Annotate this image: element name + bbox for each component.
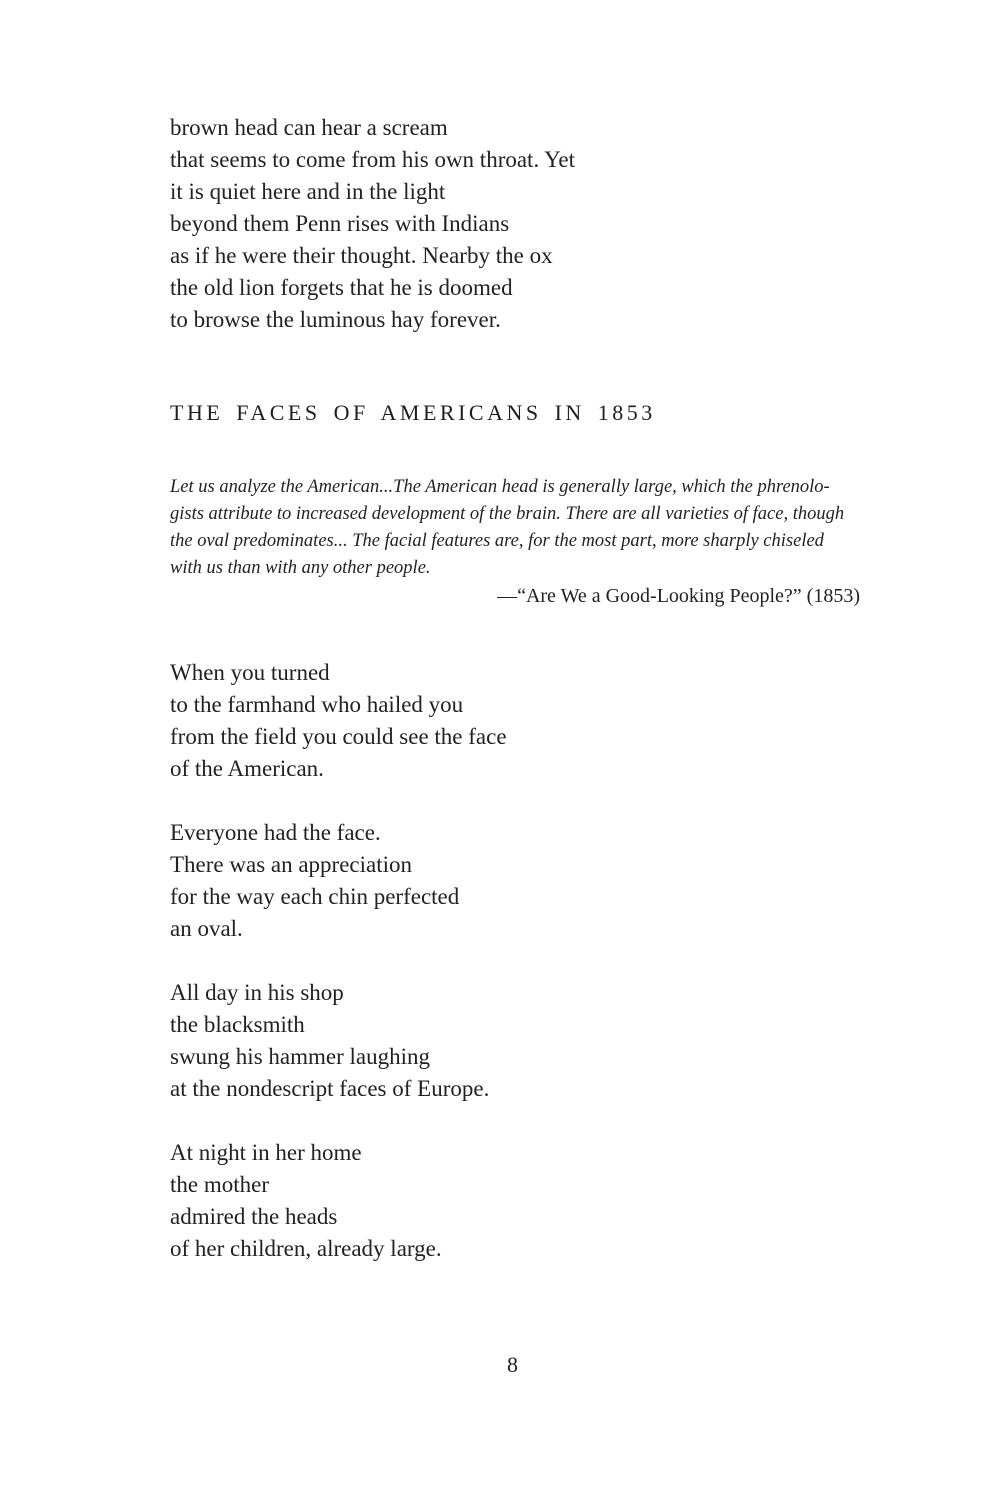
poem-line: There was an appreciation <box>170 852 413 877</box>
stanza <box>170 977 855 1105</box>
poem-line: When you turned <box>170 660 330 685</box>
epigraph-line: gists attribute to increased development of the brain. There are all varieties of face, though <box>170 504 845 524</box>
poem-line: of her children, already large. <box>170 1236 442 1261</box>
poem-line: of the American. <box>170 756 324 781</box>
poem-line: brown head can hear a scream <box>170 115 448 140</box>
page-number: 8 <box>507 1352 518 1377</box>
stanza <box>170 1137 855 1265</box>
epigraph-attribution: —“Are We a Good-Looking People?” (1853) <box>497 585 860 607</box>
poem-line: At night in her home <box>170 1140 362 1165</box>
stanza <box>170 817 855 945</box>
poem-title: THE FACES OF AMERICANS IN 1853 <box>170 400 656 425</box>
poem-line: swung his hammer laughing <box>170 1044 430 1069</box>
poem-line: an oval. <box>170 916 243 941</box>
poem-line: it is quiet here and in the light <box>170 179 446 204</box>
poem-line: the mother <box>170 1172 269 1197</box>
poem-line: from the field you could see the face <box>170 724 507 749</box>
continued-poem <box>170 112 855 336</box>
epigraph-line: Let us analyze the American...The American head is generally large, which the phrenolo- <box>170 477 830 497</box>
poem-line: admired the heads <box>170 1204 338 1229</box>
poem-line: All day in his shop <box>170 980 344 1005</box>
poem-line: for the way each chin perfected <box>170 884 460 909</box>
epigraph-line: the oval predominates... The facial features are, for the most part, more sharply chiseled <box>170 531 824 551</box>
stanza <box>170 657 855 785</box>
poem-line: to the farmhand who hailed you <box>170 692 464 717</box>
poem-line: the blacksmith <box>170 1012 305 1037</box>
epigraph-line: with us than with any other people. <box>170 558 431 578</box>
poem-line: that seems to come from his own throat. Yet <box>170 147 576 172</box>
poem-line: the old lion forgets that he is doomed <box>170 275 513 300</box>
poem-line: beyond them Penn rises with Indians <box>170 211 510 236</box>
poem-line: to browse the luminous hay forever. <box>170 307 501 332</box>
poem-body <box>170 657 855 1265</box>
poem-epigraph <box>170 474 860 582</box>
poem-line: as if he were their thought. Nearby the ox <box>170 243 553 268</box>
poem-line: Everyone had the face. <box>170 820 381 845</box>
poem-line: at the nondescript faces of Europe. <box>170 1076 490 1101</box>
